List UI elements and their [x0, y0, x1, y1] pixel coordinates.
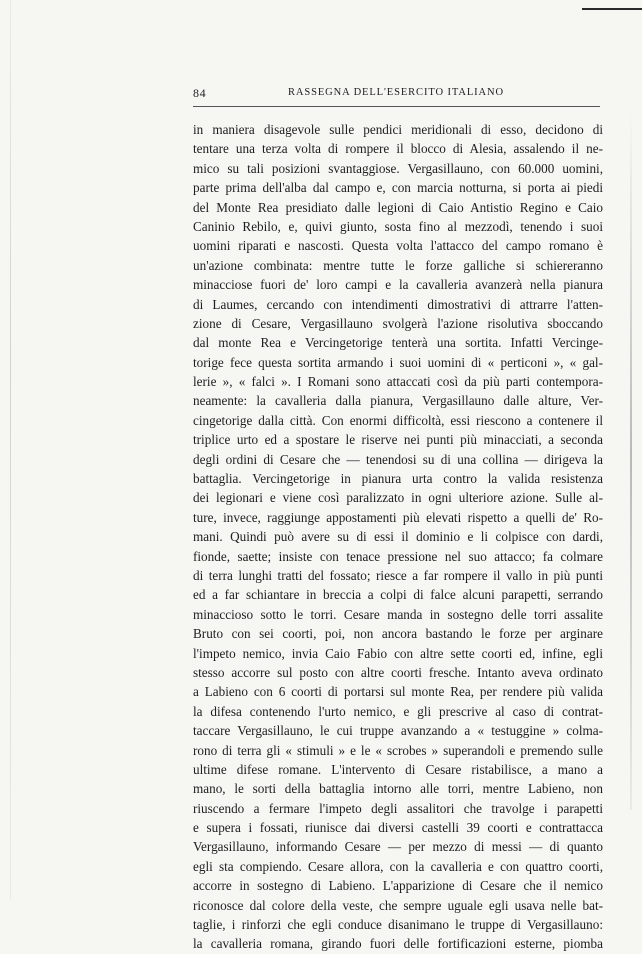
header-rule — [193, 106, 600, 107]
scan-left-edge — [10, 0, 11, 900]
text-line: parte prima dell'alba dal campo e, con marcia notturna, si porta ai piedi — [193, 180, 603, 196]
text-line: Vergasillauno, informando Cesare — per mezzo di messi — di quanto — [193, 839, 603, 855]
scan-right-edge — [630, 110, 632, 810]
text-line: degli ordini di Cesare che — tenendosi su di una collina — dirigeva la — [193, 451, 603, 467]
text-line: la difesa contenendo l'urto nemico, e gli prescrive al caso di contrat- — [193, 703, 603, 719]
text-line: egli sta compiendo. Cesare allora, con la cavalleria e con quattro coorti, — [193, 858, 603, 874]
running-title: RASSEGNA DELL'ESERCITO ITALIANO — [288, 87, 505, 98]
text-line: mico su tali posizioni svantaggiose. Vergasillauno, con 60.000 uomini, — [193, 160, 603, 176]
text-line: riuscendo a fermare l'impeto degli assalitori che travolge i parapetti — [193, 800, 603, 816]
text-line: dal monte Rea e Vercingetorige tenterà una sortita. Infatti Vercinge- — [193, 335, 603, 351]
text-line: la cavalleria romana, girando fuori delle fortificazioni esterne, piomba — [193, 936, 603, 952]
text-line: taccare Vergasillauno, le cui truppe avanzando a « testuggine » colma- — [193, 723, 603, 739]
text-line: lerie », « falci ». I Romani sono attaccati così da più parti contempora- — [193, 374, 603, 390]
text-line: uomini riparati e nascosti. Questa volta l'attacco del campo romano è — [193, 238, 603, 254]
text-line: minacciose fuori de' loro campi e la cavalleria avanzerà nella pianura — [193, 277, 603, 293]
text-line: Bruto con sei coorti, poi, non ancora bastando le forze per arginare — [193, 626, 603, 642]
text-line: ultime difese romane. L'intervento di Cesare ristabilisce, a mano a — [193, 761, 603, 777]
text-line: l'impeto nemico, invia Caio Fabio con altre sette coorti ed, infine, egli — [193, 645, 603, 661]
text-line: di Laumes, cercando con intendimenti dimostrativi di attrarre l'atten- — [193, 296, 603, 312]
text-line: a Labieno con 6 coorti di portarsi sul monte Rea, per rendere più valida — [193, 684, 603, 700]
page-number: 84 — [193, 86, 207, 100]
text-line: tentare una terza volta di rompere il blocco di Alesia, assalendo il ne- — [193, 141, 603, 157]
text-line: ture, invece, raggiunge appostamenti più elevati rispetto a quelli de' Ro- — [193, 509, 603, 525]
text-line: mani. Quindi può avere su di essi il dominio e li colpisce con dardi, — [193, 529, 603, 545]
text-line: battaglia. Vercingetorige in pianura urta contro la valida resistenza — [193, 471, 603, 487]
text-line: e supera i fossati, riunisce dai diversi castelli 39 coorti e contrattacca — [193, 820, 603, 836]
text-line: del Monte Rea presidiato dalle legioni di Caio Antistio Regino e Caio — [193, 199, 603, 215]
text-line: Caninio Rebilo, e, quivi giunto, sosta fino al mezzodì, tenendo i suoi — [193, 218, 603, 234]
text-line: riconosce dal colore della veste, che sempre uguale egli usava nelle bat- — [193, 897, 603, 913]
text-line: mano, le sorti della battaglia intorno alle torri, mentre Labieno, non — [193, 781, 603, 797]
text-line: stesso accorre sul posto con altre coorti fresche. Intanto aveva ordinato — [193, 664, 603, 680]
text-line: cingetorige dalla città. Con enormi difficoltà, essi riescono a contenere il — [193, 412, 603, 428]
text-line: minaccioso sotto le torri. Cesare manda in sostegno delle torri assalite — [193, 606, 603, 622]
running-head — [193, 86, 600, 102]
text-line: torige fece questa sortita armando i suoi uomini di « perticoni », « gal- — [193, 354, 603, 370]
text-line: rono di terra gli « stimuli » e le « scrobes » superandoli e premendo sulle — [193, 742, 603, 758]
text-line: di terra lunghi tratti del fossato; riesce a far rompere il vallo in più punti — [193, 567, 603, 583]
text-line: taglie, i rinforzi che egli conduce disanimano le truppe di Vergasillauno: — [193, 917, 603, 933]
text-line: accorre in sostegno di Labieno. L'apparizione di Cesare che il nemico — [193, 878, 603, 894]
body-text — [193, 120, 603, 954]
text-line: ed a far schiantare in breccia a colpi di falce alcuni parapetti, serrando — [193, 587, 603, 603]
text-line: triplice urto ed a spostare le riserve nei punti più minacciati, a seconda — [193, 432, 603, 448]
text-line: fionde, saette; insiste con tenace pressione nel suo attacco; fa colmare — [193, 548, 603, 564]
text-line: dei legionari e viene così paralizzato in ogni ulteriore azione. Sulle al- — [193, 490, 603, 506]
text-line: in maniera disagevole sulle pendici meridionali di esso, decidono di — [193, 122, 603, 137]
text-line: neamente: la cavalleria dalla pianura, Vergasillauno dalle alture, Ver- — [193, 393, 603, 409]
text-line: zione di Cesare, Vergasillauno svolgerà l'azione risolutiva sboccando — [193, 315, 603, 331]
scan-top-mark — [582, 8, 642, 10]
text-line: un'azione combinata: mentre tutte le forze galliche si schiereranno — [193, 257, 603, 273]
